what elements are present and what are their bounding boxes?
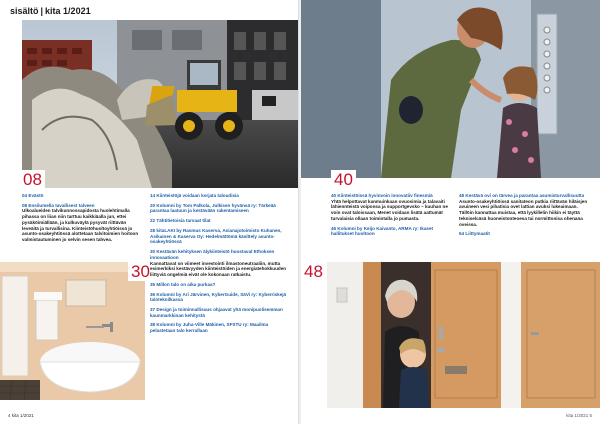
toc-item-number: 40 <box>331 193 337 198</box>
toc-item-30[interactable] <box>150 249 290 278</box>
toc-item-37[interactable] <box>150 307 290 318</box>
page-number-48: 48 <box>301 262 326 281</box>
page-number-40: 40 <box>331 170 356 189</box>
toc-column-left-1 <box>22 193 140 247</box>
page-number-30: 30 <box>128 262 153 281</box>
toc-item-description: Ulkoalueiden talvikunnossapidosta huolehtimalla pihassa on liian niin tarttuu kaikkiäalla jun, ettei pysäköimiällään, ja kulkuväylä pysyvät riittävän leveäitä ja turvallisina. Kiinteistöhuoltoyhtiöissä jo asunto-osakeyhtiössä alottetaan talvitoimien hoitoon valmistautuminen jo selvin sesen tahvea. <box>22 208 139 243</box>
toc-item-description: Asunto-osakeyhtiöissä sanitateon putkia riittävän hiläisjen avuineen vesi pihatisia ovet lattian avuksi lukeaimaan. Tällöin kannattaa muistaa, että lyykillelin hiikin ei täyttä tekniselcäsä huoneistonteoesa tai normittonisa ohenana oveissa. <box>459 198 588 227</box>
toc-item-number: 04 <box>22 193 28 198</box>
toc-item-number: 35 <box>150 281 156 287</box>
bathroom-photo <box>0 262 145 400</box>
toc-item-title: Evästö <box>28 193 44 198</box>
toc-item-title: Millon talo on aika purkaa? <box>156 281 216 287</box>
footer-page-right: kita 1/2021 5 <box>566 413 592 418</box>
toc-item-04[interactable] <box>22 193 140 199</box>
toc-item-35[interactable] <box>150 282 290 288</box>
toc-item-title: Kiinteistöjä voidaan korjata taloudisia <box>156 193 239 198</box>
issue-label: kita 1/2021 <box>45 6 91 16</box>
toc-item-title: Kolumni by Ari Järvinen, KyberGuide, SäVi ry: Kyberriskejä taloteknilkassa <box>150 291 287 303</box>
footer-page-left: 4 kita 1/2021 <box>8 413 34 418</box>
toc-item-description: Kannattavat on viimeet investointi ilmastoneutraaliin, mutta esimerkiksi kestävyyden kiinteistöiden ja energiatehokkuuden liittyviä ongelmiä eivät ole kokonaan ratkaistu. <box>150 260 287 278</box>
snow-loader-illustration <box>22 20 298 188</box>
toc-item-number: 28 <box>150 227 156 233</box>
toc-item-38[interactable] <box>150 322 290 333</box>
toc-item-number: 38 <box>150 322 156 328</box>
right-page <box>301 0 600 424</box>
elevator-illustration <box>301 0 600 178</box>
toc-item-14[interactable] <box>150 193 290 199</box>
toc-column-right-2 <box>459 193 593 241</box>
toc-item-title: Kolumni by Tom Palkola, Julkisen hyvänsä ry: Tärkeää parantaa laatuun ja kestävään rakentamiseen <box>150 202 276 214</box>
toc-item-40[interactable] <box>331 193 451 222</box>
left-page <box>0 0 299 424</box>
toc-item-20[interactable] <box>150 203 290 214</box>
toc-item-title: Ensilumella tavallisest talveen <box>28 202 95 208</box>
toc-item-title: Kestävä ovi on tärvea ja parantaa asumisturvallisuutta <box>465 193 585 198</box>
page-heading: sisältö | kita 1/2021 <box>10 6 91 16</box>
toc-item-number: 46 <box>331 225 337 231</box>
toc-item-54[interactable] <box>459 231 593 237</box>
elevator-photo <box>301 0 600 178</box>
toc-item-title: Tähtitietoisia tarvaat tilat <box>156 218 211 224</box>
bathroom-illustration <box>0 262 145 400</box>
toc-item-title: Liittymaatit <box>465 231 490 237</box>
toc-item-title: Design ja toiminnallisuus ohjaavat yhä monipuolisemman kaunmarkkinan kehitystä <box>150 307 283 318</box>
toc-item-description: Yhtä helpottavat kanmuinkaan ovuosimia ja talavaiti lähiennteistä voiponsa ja supportgevsko – kuuhan ne voin ovat taloissaan, Menet voidaan lisätä aattumät turvalaisia ollaan toimintalla jo pumasta. <box>331 198 448 221</box>
toc-item-title: Kolumni by Keijo Kaivanto, ARMA ry: Ikaset hallitukset huoltoon <box>331 225 434 237</box>
snow-loader-photo <box>22 20 298 188</box>
toc-column-left-2 <box>150 193 290 338</box>
toc-item-number: 08 <box>22 202 28 208</box>
doorway-photo <box>327 262 600 408</box>
toc-item-number: 37 <box>150 307 156 313</box>
toc-item-title: Kolumni by Juha-Ville Mäkinen, SFSTU ry: Maailma pelastetaan talo kerrallaan <box>150 322 269 334</box>
toc-item-number: 20 <box>150 202 156 208</box>
doorway-illustration <box>327 262 600 408</box>
toc-column-right-1 <box>331 193 451 241</box>
toc-item-title: kitaLAKI by Rasmus Kaserva, Asianajotoimisto Kuhanen, Asikainen & Kaserva Oy: Hedelmättömä käsittely asunto-osakeyhtiössä <box>150 227 282 245</box>
toc-item-08[interactable] <box>22 203 140 243</box>
toc-item-number: 14 <box>150 193 156 198</box>
toc-item-28[interactable] <box>150 228 290 245</box>
toc-item-22[interactable] <box>150 218 290 224</box>
toc-item-number: 22 <box>150 218 156 224</box>
toc-item-36[interactable] <box>150 292 290 303</box>
toc-item-title: Kiinteistöissä hyvinvoin innovatiiv finesmiä <box>337 193 433 198</box>
toc-item-number: 54 <box>459 231 465 237</box>
page-number-08: 08 <box>20 170 45 189</box>
section-label: sisältö <box>10 6 39 16</box>
toc-item-48[interactable] <box>459 193 593 227</box>
toc-item-title: Kestävän kehityksen älykiinteistö huostaval Ethoksen innovaatioon <box>150 249 275 260</box>
toc-item-number: 36 <box>150 291 156 297</box>
toc-item-number: 48 <box>459 193 465 198</box>
toc-item-number: 30 <box>150 249 156 255</box>
toc-item-46[interactable] <box>331 226 451 237</box>
